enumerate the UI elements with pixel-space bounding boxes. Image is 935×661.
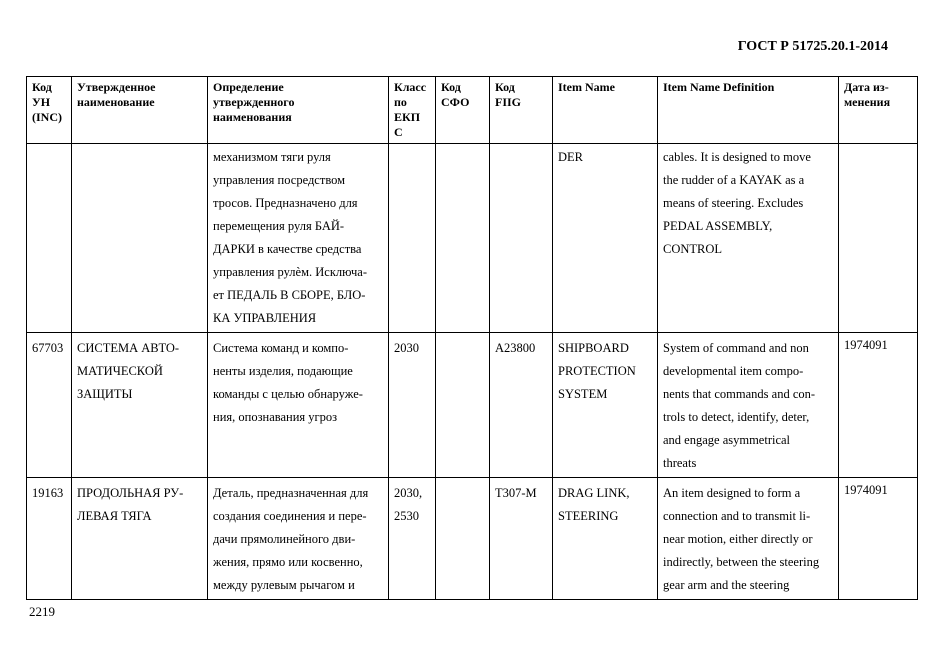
definition-cell: Деталь, предназначенная для создания соединения и пере- дачи прямолинейного дви- жения, прямо или косвенно, между рулевым рычагом и [208,478,389,600]
page-number: 2219 [29,604,55,619]
col-class-header: Класс по ЕКП С [389,77,436,144]
col-approved-name-header: Утвержденное наименование [72,77,208,144]
inc-cell: 67703 [27,333,72,478]
sfo-cell [436,478,490,600]
sfo-cell [436,333,490,478]
approved-name-cell [72,144,208,333]
item-definition-cell: An item designed to form a connection and to transmit li- near motion, either directly or indirectly, between the steering gear arm and the steering [658,478,839,600]
sfo-cell [436,144,490,333]
change-date-cell: 1974091 [839,478,918,600]
item-name-cell: DER [553,144,658,333]
change-date-cell [839,144,918,333]
col-change-date-header: Дата из- менения [839,77,918,144]
table-row [27,333,918,478]
class-cell: 2030 [389,333,436,478]
table-row [27,478,918,600]
col-item-name-header: Item Name [553,77,658,144]
fiig-cell [490,144,553,333]
item-definition-cell: System of command and non developmental item compo- nents that commands and con- trols to detect, identify, deter, and engage asymmetrical threats [658,333,839,478]
item-definition-cell: cables. It is designed to move the rudder of a KAYAK as a means of steering. Excludes PEDAL ASSEMBLY, CONTROL [658,144,839,333]
col-fiig-header: Код FIIG [490,77,553,144]
fiig-cell: A23800 [490,333,553,478]
class-cell: 2030, 2530 [389,478,436,600]
inc-cell [27,144,72,333]
change-date-cell: 1974091 [839,333,918,478]
header-row [27,77,918,144]
item-name-cell: SHIPBOARD PROTECTION SYSTEM [553,333,658,478]
col-item-definition-header: Item Name Definition [658,77,839,144]
approved-name-cell: СИСТЕМА АВТО- МАТИЧЕСКОЙ ЗАЩИТЫ [72,333,208,478]
col-definition-header: Определение утвержденного наименования [208,77,389,144]
definition-cell: Система команд и компо- ненты изделия, подающие команды с целью обнаруже- ния, опознавания угроз [208,333,389,478]
col-sfo-header: Код СФО [436,77,490,144]
definition-cell: механизмом тяги руля управления посредством тросов. Предназначено для перемещения руля БАЙ- ДАРКИ в качестве средства управления рулѐм. Исключа- ет ПЕДАЛЬ В СБОРЕ, БЛО- КА УПРАВЛЕНИЯ [208,144,389,333]
document-code: ГОСТ Р 51725.20.1-2014 [737,39,888,54]
catalog-table [26,76,918,600]
inc-cell: 19163 [27,478,72,600]
col-inc-header: Код УН (INC) [27,77,72,144]
class-cell [389,144,436,333]
table-row [27,144,918,333]
item-name-cell: DRAG LINK, STEERING [553,478,658,600]
approved-name-cell: ПРОДОЛЬНАЯ РУ- ЛЕВАЯ ТЯГА [72,478,208,600]
fiig-cell: T307-M [490,478,553,600]
